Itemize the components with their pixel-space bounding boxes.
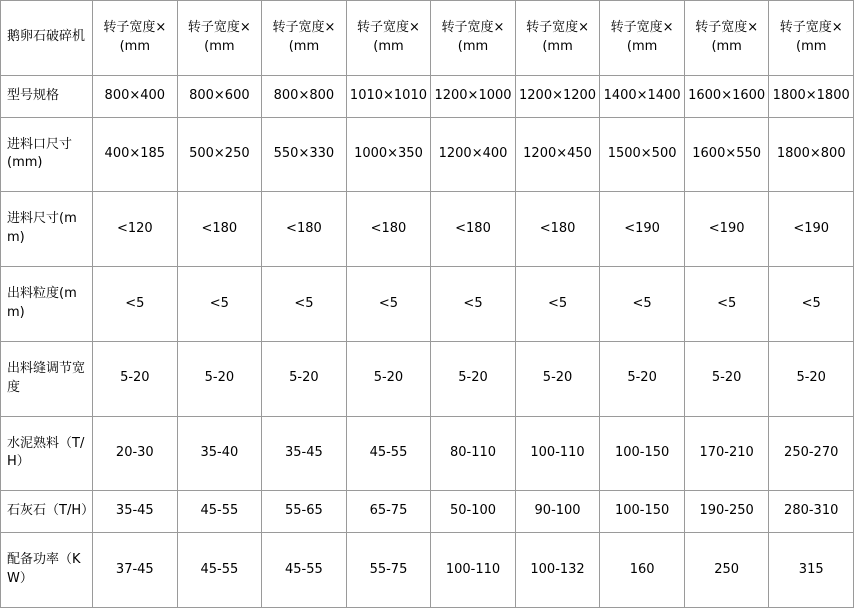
- table-cell: 250-270: [769, 416, 854, 491]
- table-row: [1, 117, 854, 192]
- table-cell: 5-20: [177, 341, 262, 416]
- table-cell: 280-310: [769, 491, 854, 533]
- table-cell: 45-55: [262, 533, 347, 608]
- table-cell: 35-40: [177, 416, 262, 491]
- row-label: 型号规格: [1, 75, 93, 117]
- table-cell: 1400×1400: [600, 75, 685, 117]
- table-cell: 1600×550: [684, 117, 769, 192]
- table-cell: 400×185: [93, 117, 178, 192]
- table-cell: 1200×1000: [431, 75, 516, 117]
- table-cell: <190: [600, 192, 685, 267]
- table-cell: 170-210: [684, 416, 769, 491]
- table-row: [1, 267, 854, 342]
- table-header-cell-9: 转子宽度×(mm: [769, 1, 854, 76]
- table-cell: 1010×1010: [346, 75, 431, 117]
- table-row: [1, 192, 854, 267]
- table-cell: 500×250: [177, 117, 262, 192]
- table-cell: <190: [684, 192, 769, 267]
- table-cell: <180: [431, 192, 516, 267]
- table-header-cell-3: 转子宽度×(mm: [262, 1, 347, 76]
- table-cell: 1200×1200: [515, 75, 600, 117]
- table-cell: 250: [684, 533, 769, 608]
- row-label: 出料缝调节宽度: [1, 341, 93, 416]
- row-label: 配备功率（KW）: [1, 533, 93, 608]
- table-cell: 1800×1800: [769, 75, 854, 117]
- table-cell: 20-30: [93, 416, 178, 491]
- table-row: [1, 75, 854, 117]
- table-cell: 100-132: [515, 533, 600, 608]
- table-cell: 5-20: [769, 341, 854, 416]
- table-cell: <180: [262, 192, 347, 267]
- table-cell: 1200×400: [431, 117, 516, 192]
- table-cell: 100-110: [515, 416, 600, 491]
- table-cell: 1000×350: [346, 117, 431, 192]
- table-cell: 550×330: [262, 117, 347, 192]
- table-cell: 45-55: [346, 416, 431, 491]
- table-cell: <5: [769, 267, 854, 342]
- table-cell: 190-250: [684, 491, 769, 533]
- table-cell: 5-20: [93, 341, 178, 416]
- table-cell: 5-20: [600, 341, 685, 416]
- table-cell: <5: [431, 267, 516, 342]
- table-header-cell-4: 转子宽度×(mm: [346, 1, 431, 76]
- row-label: 进料口尺寸(mm): [1, 117, 93, 192]
- table-cell: 160: [600, 533, 685, 608]
- table-cell: <180: [346, 192, 431, 267]
- table-cell: 55-65: [262, 491, 347, 533]
- table-cell: 100-150: [600, 416, 685, 491]
- table-row: [1, 491, 854, 533]
- table-cell: 5-20: [346, 341, 431, 416]
- table-cell: 5-20: [431, 341, 516, 416]
- table-cell: 35-45: [262, 416, 347, 491]
- table-header-cell-7: 转子宽度×(mm: [600, 1, 685, 76]
- table-cell: <180: [177, 192, 262, 267]
- table-header-cell-5: 转子宽度×(mm: [431, 1, 516, 76]
- table-cell: 800×800: [262, 75, 347, 117]
- table-cell: 100-150: [600, 491, 685, 533]
- table-cell: 1600×1600: [684, 75, 769, 117]
- table-row: [1, 416, 854, 491]
- table-cell: 1800×800: [769, 117, 854, 192]
- table-cell: <5: [515, 267, 600, 342]
- table-cell: <120: [93, 192, 178, 267]
- table-header-cell-8: 转子宽度×(mm: [684, 1, 769, 76]
- table-cell: 80-110: [431, 416, 516, 491]
- table-cell: 800×600: [177, 75, 262, 117]
- table-cell: 1500×500: [600, 117, 685, 192]
- table-cell: <5: [600, 267, 685, 342]
- table-cell: 35-45: [93, 491, 178, 533]
- table-cell: 800×400: [93, 75, 178, 117]
- table-cell: 90-100: [515, 491, 600, 533]
- table-cell: 65-75: [346, 491, 431, 533]
- table-header-row: [1, 1, 854, 76]
- table-cell: <5: [684, 267, 769, 342]
- table-cell: <5: [93, 267, 178, 342]
- row-label: 水泥熟料（T/H）: [1, 416, 93, 491]
- row-label: 出料粒度(mm): [1, 267, 93, 342]
- table-row: [1, 341, 854, 416]
- table-cell: 50-100: [431, 491, 516, 533]
- table-cell: 37-45: [93, 533, 178, 608]
- table-cell: 1200×450: [515, 117, 600, 192]
- row-label: 石灰石（T/H）: [1, 491, 93, 533]
- table-cell: 5-20: [684, 341, 769, 416]
- table-header-cell-2: 转子宽度×(mm: [177, 1, 262, 76]
- table-row: [1, 533, 854, 608]
- table-cell: 45-55: [177, 533, 262, 608]
- table-cell: <5: [177, 267, 262, 342]
- row-label: 进料尺寸(mm): [1, 192, 93, 267]
- table-cell: 55-75: [346, 533, 431, 608]
- table-cell: <5: [346, 267, 431, 342]
- table-cell: <180: [515, 192, 600, 267]
- table-cell: <190: [769, 192, 854, 267]
- table-header-cell-6: 转子宽度×(mm: [515, 1, 600, 76]
- table-header-cell-0: 鹅卵石破碎机: [1, 1, 93, 76]
- table-cell: 100-110: [431, 533, 516, 608]
- table-cell: 5-20: [262, 341, 347, 416]
- table-cell: 45-55: [177, 491, 262, 533]
- table-cell: 5-20: [515, 341, 600, 416]
- table-cell: <5: [262, 267, 347, 342]
- table-header-cell-1: 转子宽度×(mm: [93, 1, 178, 76]
- table-cell: 315: [769, 533, 854, 608]
